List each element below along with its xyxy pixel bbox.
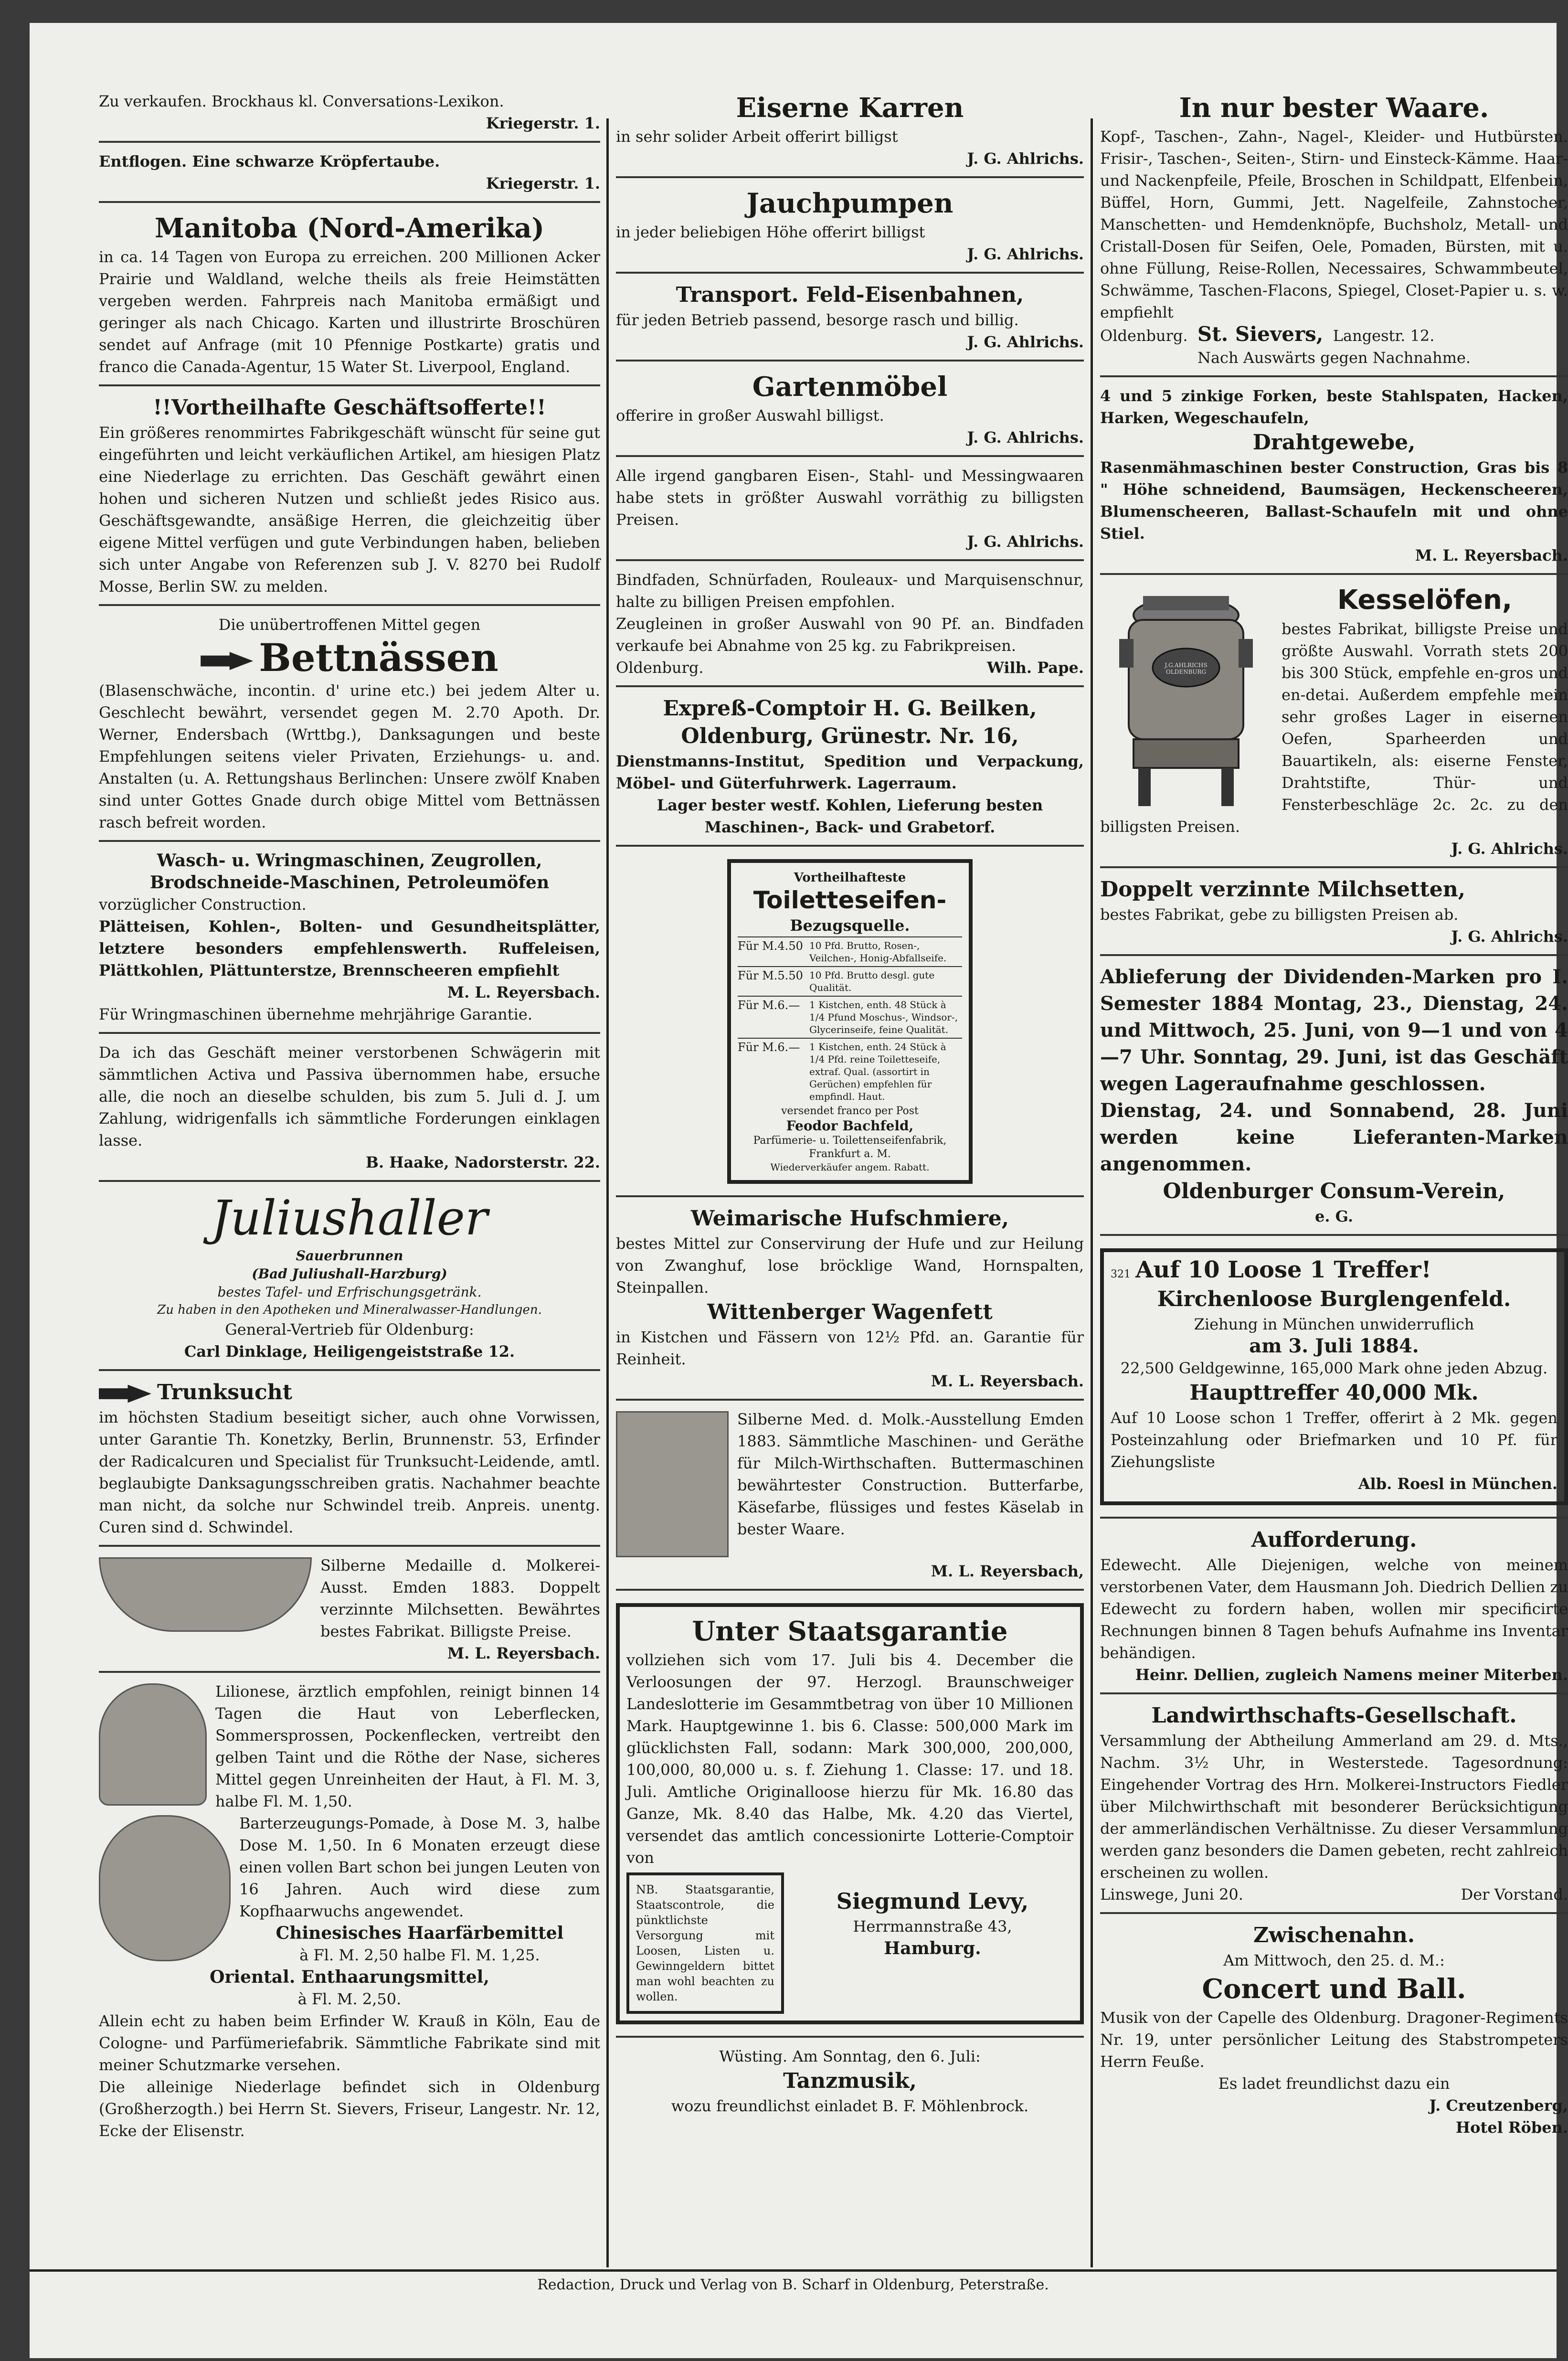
- price: Für M.6.—: [738, 1041, 800, 1054]
- ad-text: Es ladet freundlichst dazu ein: [1218, 2074, 1450, 2093]
- description: 10 Pfd. Brutto, Rosen-, Veilchen-, Honig-Abfallseife.: [809, 940, 947, 964]
- ad-text: Ein größeres renommirtes Fabrikgeschäft wünscht für seine gut eingeführten und leicht verkäuflichen Artikel, am hiesigen Platz eine Niederlage zu errichten. Das Geschäft gewährt einen hohen und sicheren Nutzen und schließt jedes Risico aus. Geschäftsgewandte, ansäßige Herren, die gleichzeitig über eigene Mittel verfügen und gute Verbindungen haben, belieben sich unter Angabe von Referenzen sub J. V. 8270 bei Rudolf Mosse, Berlin SW. zu melden.: [99, 424, 600, 596]
- ad-signature: Feodor Bachfeld,: [786, 1118, 914, 1134]
- lottery-box: [616, 1603, 1084, 2024]
- ad-text: Silberne Med. d. Molk.-Ausstellung Emden 1883. Sämmtliche Maschinen- und Geräthe für Milch-Wirthschaften. Buttermaschinen bewährtester Construction. Butterfarbe, Käsefarbe, flüssiges und festes Käselab in bester Waare.: [737, 1410, 1084, 1538]
- ad-kirchenloose: [1100, 1241, 1568, 1519]
- kettle-stove-icon: [1100, 586, 1272, 811]
- price: Für M.4.50: [738, 939, 803, 953]
- soap-price-row: [738, 996, 962, 1038]
- soap-ad-box: [727, 859, 973, 1184]
- ad-text: vorzüglicher Construction.: [99, 895, 307, 914]
- ad-signature: J. Creutzenberg,: [1429, 2096, 1568, 2115]
- soap-price-row: [738, 936, 962, 966]
- ad-text: Am Mittwoch, den 25. d. M.:: [1223, 1951, 1445, 1969]
- column-3: [1100, 87, 1568, 2150]
- lottery-signature: [792, 1872, 1073, 2014]
- ad-title: Chinesisches Haarfärbemittel: [275, 1923, 564, 1943]
- ad-text: in jeder beliebigen Höhe offerirt billigst: [616, 223, 925, 241]
- ad-signature: Heinr. Dellien, zugleich Namens meiner Miterben.: [1135, 1666, 1568, 1684]
- ad-text: für jeden Betrieb passend, besorge rasch und billig.: [616, 311, 1019, 329]
- ad-signature: B. Haake, Nadorsterstr. 22.: [365, 1153, 600, 1171]
- ad-text: in ca. 14 Tagen von Europa zu erreichen. 200 Millionen Acker Prairie und Waldland, welche theils als freie Heimstätten vergeben werden. Fahrpreis nach Manitoba ermäßigt und geringer als nach Chicago. Karten und illustrirte Broschüren sendet auf Anfrage (mit 10 Pfennige Postkarte) gratis und franco die Canada-Agentur, 15 Water St. Liverpool, England.: [99, 248, 600, 376]
- ad-date: am 3. Juli 1884.: [1249, 1335, 1419, 1357]
- ad-signature: Alb. Roesl in München.: [1358, 1475, 1557, 1493]
- ad-text: in sehr solider Arbeit offerirt billigst: [616, 128, 898, 146]
- ad-wuesting: [616, 2042, 1084, 2124]
- kettle-label: J.G.AHLRICHS OLDENBURG: [1165, 662, 1208, 675]
- ad-text: Rasenmähmaschinen bester Construction, Gras bis 8 " Höhe schneidend, Baumsägen, Heckenscheeren, Blumenscheeren, Ballast-Schaufeln mit und ohne Stiel.: [1100, 458, 1568, 542]
- ad-text: Dienstag, 24. und Sonnabend, 28. Juni werden keine Lieferanten-Marken angenommen.: [1100, 1099, 1568, 1175]
- ad-address: Kriegerstr. 1.: [486, 114, 600, 132]
- ad-subtitle: e. G.: [1315, 1207, 1353, 1225]
- ad-title: Eiserne Karren: [736, 92, 964, 124]
- ad-text: Dienstmanns-Institut, Spedition und Verpackung, Möbel- und Güterfuhrwerk. Lagerraum.: [616, 752, 1084, 792]
- ad-title: Gartenmöbel: [752, 371, 948, 403]
- ad-signature: M. L. Reyersbach,: [931, 1562, 1084, 1580]
- ad-title: Kirchenloose Burglengenfeld.: [1157, 1287, 1511, 1311]
- ad-title: Weimarische Hufschmiere,: [690, 1206, 1009, 1231]
- ad-title: Tanzmusik,: [783, 2069, 917, 2093]
- ad-title: Bezugsquelle.: [790, 916, 910, 935]
- ad-signature: Der Vorstand.: [1461, 1885, 1568, 1904]
- ad-text: Die alleinige Niederlage befindet sich in Oldenburg (Großherzogth.) bei Herrn St. Sievers, Friseur, Langestr. Nr. 12, Ecke der Elisenstr.: [99, 2078, 600, 2140]
- ad-text: Parfümerie- u. Toilettenseifenfabrik, Frankfurt a. M.: [753, 1135, 947, 1160]
- ad-title: Manitoba (Nord-Amerika): [154, 213, 545, 244]
- ad-hufschmiere: [616, 1202, 1084, 1401]
- ad-title: Haupttreffer 40,000 Mk.: [1189, 1381, 1479, 1405]
- ad-jauchpumpen: [616, 183, 1084, 274]
- ad-note: Nach Auswärts gegen Nachnahme.: [1197, 349, 1471, 367]
- ad-signature: St. Sievers,: [1197, 322, 1324, 346]
- ad-signature: M. L. Reyersbach.: [1415, 546, 1568, 564]
- ad-signature: M. L. Reyersbach.: [931, 1372, 1084, 1390]
- ad-title: Wittenberger Wagenfett: [707, 1300, 993, 1324]
- ad-text: Zu haben in den Apotheken und Mineralwasser-Handlungen.: [157, 1303, 542, 1317]
- ad-place: Oldenburg.: [616, 659, 704, 677]
- ad-text: Entflogen. Eine schwarze Kröpfertaube.: [99, 152, 440, 170]
- ad-signature: J. G. Ahlrichs.: [1451, 840, 1568, 858]
- ad-text: Barterzeugungs-Pomade, à Dose M. 3, halbe Dose M. 1,50. In 6 Monaten erzeugt diese einen vollen Bart schon bei jungen Leuten von 16 Jahren. Auch wird diese zum Kopfhaarwuchs angewendet.: [239, 1814, 600, 1920]
- ad-pretitle: Die unübertroffenen Mittel gegen: [218, 616, 481, 634]
- ad-beste-waare: [1100, 87, 1568, 377]
- ad-title: Drahtgewebe,: [1252, 430, 1416, 455]
- description: 1 Kistchen, enth. 24 Stück à 1/4 Pfd. reine Toiletteseife, extraf. Qual. (assortirt in Gerüchen) empfehlen für empfindl. Haut.: [809, 1041, 946, 1102]
- ad-signature: wozu freundlichst einladet B. F. Möhlenbrock.: [671, 2097, 1029, 2115]
- ad-feldeisenbahnen: [616, 278, 1084, 362]
- ad-text: Ziehung in München unwiderruflich: [1194, 1315, 1474, 1333]
- ad-text: offerire in großer Auswahl billigst.: [616, 406, 884, 425]
- ad-text: Alle irgend gangbaren Eisen-, Stahl- und Messingwaaren habe stets in größter Auswahl vorräthig zu billigsten Preisen.: [616, 467, 1084, 529]
- ad-signature-line: [1100, 323, 1568, 347]
- ad-waschmaschinen: [99, 847, 600, 1034]
- pointing-hand-icon: [99, 1385, 151, 1403]
- ad-signature: J. G. Ahlrichs.: [967, 333, 1084, 351]
- ad-juliushaller: [99, 1187, 600, 1371]
- soap-price-row: [738, 966, 962, 996]
- ad-text: Wiederverkäufer angem. Rabatt.: [770, 1161, 930, 1173]
- ad-dividenden: [1100, 961, 1568, 1236]
- ad-title: Toiletteseifen-: [753, 886, 947, 914]
- ad-text: Ablieferung der Dividenden-Marken pro I. Semester 1884 Montag, 23., Dienstag, 24. und Mittwoch, 25. Juni, von 9—1 und von 4—7 Uhr. Sonntag, 29. Juni, ist das Geschäft wegen Lageraufnahme geschlossen.: [1100, 966, 1568, 1095]
- ad-text: im höchsten Stadium beseitigt sicher, auch ohne Vorwissen, unter Garantie Th. Konetzky, Berlin, Brunnenstr. 53, Erfinder der Radicalcuren und Specialist für Trunksucht-Leidende, amtl. beglaubigte Danksagungsschreiben gratis. Nachahmer beachte man nicht, da solche nur Schwindel treib. Anpreis. unentg. Curen sind d. Schwindel.: [99, 1408, 600, 1536]
- ad-title: Oriental. Enthaarungsmittel,: [210, 1967, 489, 1987]
- ad-title: Kesselöfen,: [1337, 585, 1513, 616]
- ad-title: !!Vortheilhafte Geschäftsofferte!!: [153, 395, 546, 420]
- lottery-box: [1100, 1248, 1568, 1505]
- ad-text: Auf 10 Loose schon 1 Treffer, offerirt à 2 Mk. gegen Posteinzahlung oder Briefmarken und 10 Pf. für Ziehungsliste: [1111, 1409, 1557, 1471]
- ad-text: Zeugleinen in großer Auswahl von 90 Pf. an. Bindfaden verkaufe bei Abnahme von 25 kg. zu Fabrikpreisen.: [616, 615, 1084, 655]
- ad-signature: M. L. Reyersbach.: [447, 1644, 600, 1662]
- ad-signature: Hotel Röben.: [1455, 2118, 1568, 2137]
- ad-text: Versammlung der Abtheilung Ammerland am 29. d. Mts., Nachm. 3½ Uhr, in Westerstede. Tagesordnung: Eingehender Vortrag des Hrn. Molkerei-Instructors Fiedler über Milchwirthschaft mit besonderer Berücksichtigung der ammerländischen Verhältnisse. Zu dieser Versammlung werden ganz besonders die Damen gebeten, recht zahlreich erscheinen zu wollen.: [1100, 1732, 1568, 1882]
- ad-text: (Blasenschwäche, incontin. d' urine etc.) bei jedem Alter u. Geschlecht bewährt, versendet gegen M. 2.70 Apoth. Dr. Werner, Endersbach (Wrttbg.), Danksagungen und beste Empfehlungen seitens vieler Privaten, Erziehungs- u. and. Anstalten (u. A. Rettungshaus Berlinchen: Unsere zwölf Knaben sind unter Gottes Gnade durch obige Mittel vom Bettnässen rasch befreit worden.: [99, 681, 600, 831]
- ad-text: Sauerbrunnen: [296, 1248, 403, 1264]
- ad-eisenwaren: [616, 462, 1084, 561]
- ad-title: Oldenburger Consum-Verein,: [1163, 1179, 1505, 1203]
- ad-landwirthschaft: [1100, 1699, 1568, 1914]
- ad-signature-line: [616, 657, 1084, 679]
- price: Für M.5.50: [738, 969, 803, 982]
- ad-text: in Kistchen und Fässern von 12½ Pfd. an. Garantie für Reinheit.: [616, 1328, 1084, 1368]
- ad-manitoba: [99, 208, 600, 386]
- ad-title: Aufforderung.: [1251, 1528, 1417, 1552]
- ad-text: Plätteisen, Kohlen-, Bolten- und Gesundheitsplätter, letztere besonders empfehlenswerth. Ruffeleisen, Plättkohlen, Plättunterstze, Brennscheeren empfiehlt: [99, 917, 600, 979]
- newspaper-page: [30, 23, 1568, 2358]
- ad-text: bestes Tafel- und Erfrischungsgetränk.: [217, 1284, 482, 1300]
- ad-text: Lilionese, ärztlich empfohlen, reinigt binnen 14 Tagen die Haut von Leberflecken, Sommersprossen, Pockenflecken, vertreibt den gelben Taint und die Röthe der Nase, sicheres Mittel gegen Unreinheiten der Haut, à Fl. M. 3, halbe Fl. M. 1,50.: [215, 1682, 600, 1810]
- ad-address: Herrmannstraße 43,: [853, 1917, 1012, 1936]
- juliushaller-logo: Juliushaller: [211, 1190, 488, 1246]
- ad-bettnaessen: [99, 611, 600, 842]
- ad-text: Zu verkaufen. Brockhaus kl. Conversations-Lexikon.: [99, 92, 504, 110]
- pointing-hand-icon: [201, 652, 253, 670]
- ad-krauss: [99, 1678, 600, 2148]
- bearded-man-illustration: [99, 1815, 231, 1961]
- ad-title: Auf 10 Loose 1 Treffer!: [1135, 1256, 1431, 1283]
- ad-molkerei: [616, 1405, 1084, 1591]
- ad-title: Unter Staatsgarantie: [692, 1616, 1008, 1647]
- ad-text: Musik von der Capelle des Oldenburg. Dragoner-Regiments Nr. 19, unter persönlicher Leitung des Stabstrompeters Herrn Feuße.: [1100, 2009, 1568, 2071]
- ad-staatsgarantie: [616, 1595, 1084, 2038]
- ad-title: In nur bester Waare.: [1179, 92, 1489, 124]
- ad-trunksucht: [99, 1376, 600, 1547]
- ad-taube: [99, 148, 600, 203]
- ad-text: Wüsting. Am Sonntag, den 6. Juli:: [719, 2047, 981, 2065]
- ad-title: Oldenburg, Grünestr. Nr. 16,: [681, 724, 1019, 748]
- ad-signature: J. G. Ahlrichs.: [967, 149, 1084, 168]
- ad-drahtgewebe: [1100, 382, 1568, 575]
- lottery-footer: [626, 1872, 1073, 2014]
- ad-milchsetten: [99, 1552, 600, 1673]
- ad-haake: [99, 1039, 600, 1182]
- ad-address: Kriegerstr. 1.: [486, 174, 600, 192]
- ad-title-text: Bettnässen: [259, 635, 498, 680]
- ad-text: 4 und 5 zinkige Forken, beste Stahlspaten, Hacken, Harken, Wegeschaufeln,: [1100, 387, 1568, 427]
- ad-text: Edewecht. Alle Diejenigen, welche von meinem verstorbenen Vater, dem Hausmann Joh. Diedrich Dellien zu Edewecht zu fordern haben, wollen mir specificirte Rechnungen binnen 8 Tagen behufs Aufnahme ins Inventar behändigen.: [1100, 1556, 1568, 1662]
- ad-title-line: [1111, 1256, 1557, 1286]
- ad-title: Wasch- u. Wringmaschinen, Zeugrollen, Brodschneide-Maschinen, Petroleumöfen: [149, 851, 550, 893]
- column-rule: [606, 118, 609, 2267]
- column-2: [616, 87, 1084, 2128]
- ad-place: Linswege, Juni 20.: [1100, 1885, 1243, 1904]
- description: 1 Kistchen, enth. 48 Stück à 1/4 Pfund Moschus-, Windsor-, Glycerinseife, feine Qualität.: [809, 999, 958, 1035]
- description: 10 Pfd. Brutto desgl. gute Qualität.: [809, 969, 935, 993]
- ad-number: 321: [1111, 1268, 1131, 1280]
- kettle-stove-illustration: [1100, 586, 1272, 811]
- ad-title-text: Trunksucht: [157, 1380, 293, 1404]
- ad-signature: J. G. Ahlrichs.: [967, 428, 1084, 447]
- ad-text: Kopf-, Taschen-, Zahn-, Nagel-, Kleider- und Hutbürsten. Frisir-, Taschen-, Seiten-, Stirn- und Einsteck-Kämme. Haar- und Nackenpfeile, Pfeile, Broschen in Schildpatt, Elfenbein, Büffel, Horn, Gummi, Jett. Nagelfeile, Zahnstocher, Manschetten- und Hemdenknöpfe, Buchsholz, Metall- und Cristall-Dosen für Seifen, Oele, Pomaden, Bürsten, mit u. ohne Füllung, Reise-Rollen, Necessaires, Schwammbeutel, Schwämme, Taschen-Flacons, Spiegel, Closet-Papier u. s. w. empfiehlt: [1100, 128, 1568, 321]
- woman-portrait-illustration: [99, 1683, 207, 1806]
- ad-address: Langestr. 12.: [1333, 327, 1435, 345]
- ad-text: Silberne Medaille d. Molkerei-Ausst. Emden 1883. Doppelt verzinnte Milchsetten. Bewährtes bestes Fabrikat. Billigste Preise.: [320, 1556, 600, 1640]
- ad-text: Lager bester westf. Kohlen, Lieferung besten Maschinen-, Back- und Grabetorf.: [657, 796, 1043, 836]
- ad-signature: J. G. Ahlrichs.: [967, 532, 1084, 551]
- ad-text: vollziehen sich vom 17. Juli bis 4. December die Verloosungen der 97. Herzogl. Braunschweiger Landeslotterie im Gesammtbetrag von über 10 Millionen Mark. Hauptgewinne 1. bis 6. Classe: 500,000 Mark im glücklichsten Fall, sodann: Mark 300,000, 200,000, 100,000, 80,000 u. s. f. Ziehung 1. Classe: 17. und 18. Juli. Amtliche Originalloose hierzu für Mk. 16.80 das Ganze, Mk. 8.40 das Halbe, Mk. 4.20 das Viertel, versendet das amtlich concessionirte Lotterie-Comptoir von: [626, 1651, 1073, 1867]
- ad-text: à Fl. M. 2,50 halbe Fl. M. 1,25.: [299, 1946, 540, 1964]
- ad-title: Landwirthschafts-Gesellschaft.: [1151, 1703, 1517, 1728]
- ad-title: Transport. Feld-Eisenbahnen,: [676, 283, 1024, 307]
- ad-title: Jauchpumpen: [746, 188, 954, 219]
- ad-title: Doppelt verzinnte Milchsetten,: [1100, 877, 1466, 902]
- ad-toiletteseifen: [616, 851, 1084, 1197]
- ad-offerte: [99, 391, 600, 606]
- soap-price-row: [738, 1038, 962, 1105]
- column-rule: [1091, 118, 1093, 2267]
- ad-title: Concert und Ball.: [1202, 1973, 1466, 2005]
- ad-note: NB. Staatsgarantie, Staatscontrole, die pünktlichste Versorgung mit Loosen, Listen u. Gewinngeldern bittet man wohl beachten zu wollen.: [626, 1872, 784, 2014]
- ad-text: Allein echt zu haben beim Erfinder W. Krauß in Köln, Eau de Cologne- und Parfümeriefabrik. Sämmtliche Fabrikate sind mit meiner Schutzmarke versehen.: [99, 2012, 600, 2074]
- ad-signature: Siegmund Levy,: [836, 1888, 1029, 1914]
- ad-text: Bindfaden, Schnürfaden, Rouleaux- und Marquisenschnur, halte zu billigen Preisen empfohlen.: [616, 571, 1084, 611]
- ad-pretitle: Vortheilhafteste: [794, 871, 906, 885]
- ad-aufforderung: [1100, 1523, 1568, 1694]
- column-1: [99, 87, 600, 2153]
- ad-signature: Wilh. Pape.: [986, 659, 1084, 677]
- price: Für M.6.—: [738, 999, 800, 1012]
- ad-signature: M. L. Reyersbach.: [447, 983, 600, 1001]
- ad-text: à Fl. M. 2,50.: [297, 1990, 402, 2008]
- ad-text: 22,500 Geldgewinne, 165,000 Mark ohne jeden Abzug.: [1120, 1359, 1548, 1377]
- ad-text: General-Vertrieb für Oldenburg:: [225, 1320, 474, 1339]
- ad-karren: [616, 87, 1084, 178]
- ad-gartenmoebel: [616, 366, 1084, 457]
- ad-title: Zwischenahn.: [1253, 1923, 1415, 1947]
- ad-title: [99, 1379, 600, 1406]
- ad-text: bestes Fabrikat, billigste Preise und größte Auswahl. Vorrath stets 200 bis 300 Stück, empfehle en-gros und en-detai. Außerdem empfehle mein sehr großes Lager in eisernen Oefen, Sparheerden und Bauartikeln, als: eiserne Fenster, Drahtstifte, Thür- und Fensterbeschläge 2c. 2c. zu den billigsten Preisen.: [1100, 620, 1568, 836]
- imprint-footer: Redaction, Druck und Verlag von B. Scharf in Oldenburg, Peterstraße.: [30, 2269, 1557, 2293]
- ad-express-comptoir: [616, 692, 1084, 847]
- ad-text: Carl Dinklage, Heiligengeiststraße 12.: [184, 1342, 515, 1361]
- ad-kesseloefen: [1100, 580, 1568, 868]
- ad-signature: J. G. Ahlrichs.: [1451, 927, 1568, 946]
- ad-title: [99, 636, 600, 680]
- ad-bindfaden: [616, 566, 1084, 687]
- ad-milchsetten-2: [1100, 873, 1568, 956]
- ad-text: (Bad Juliushall-Harzburg): [252, 1266, 447, 1282]
- ad-city: Hamburg.: [884, 1938, 981, 1958]
- ad-zwischenahn: [1100, 1919, 1568, 2145]
- ad-brockhaus: [99, 87, 600, 143]
- butter-churn-illustration: [616, 1411, 729, 1557]
- ad-note: Für Wringmaschinen übernehme mehrjährige Garantie.: [99, 1005, 532, 1023]
- ad-signature-line: [1100, 1883, 1568, 1905]
- ad-text: bestes Fabrikat, gebe zu billigsten Preisen ab.: [1100, 905, 1459, 924]
- ad-title: Expreß-Comptoir H. G. Beilken,: [663, 696, 1037, 721]
- ad-signature: J. G. Ahlrichs.: [967, 245, 1084, 263]
- ad-place: Oldenburg.: [1100, 327, 1188, 345]
- ad-text: Da ich das Geschäft meiner verstorbenen Schwägerin mit sämmtlichen Activa und Passiva übernommen habe, ersuche alle, die noch an dieselbe schulden, bis zum 5. Juli d. J. um Zahlung, widrigenfalls ich sämmtliche Forderungen einklagen lasse.: [99, 1043, 600, 1149]
- ad-text: bestes Mittel zur Conservirung der Hufe und zur Heilung von Zwanghuf, lose bröcklige Wand, Hornspalten, Steinpallen.: [616, 1234, 1084, 1297]
- ad-text: versendet franco per Post: [781, 1105, 919, 1117]
